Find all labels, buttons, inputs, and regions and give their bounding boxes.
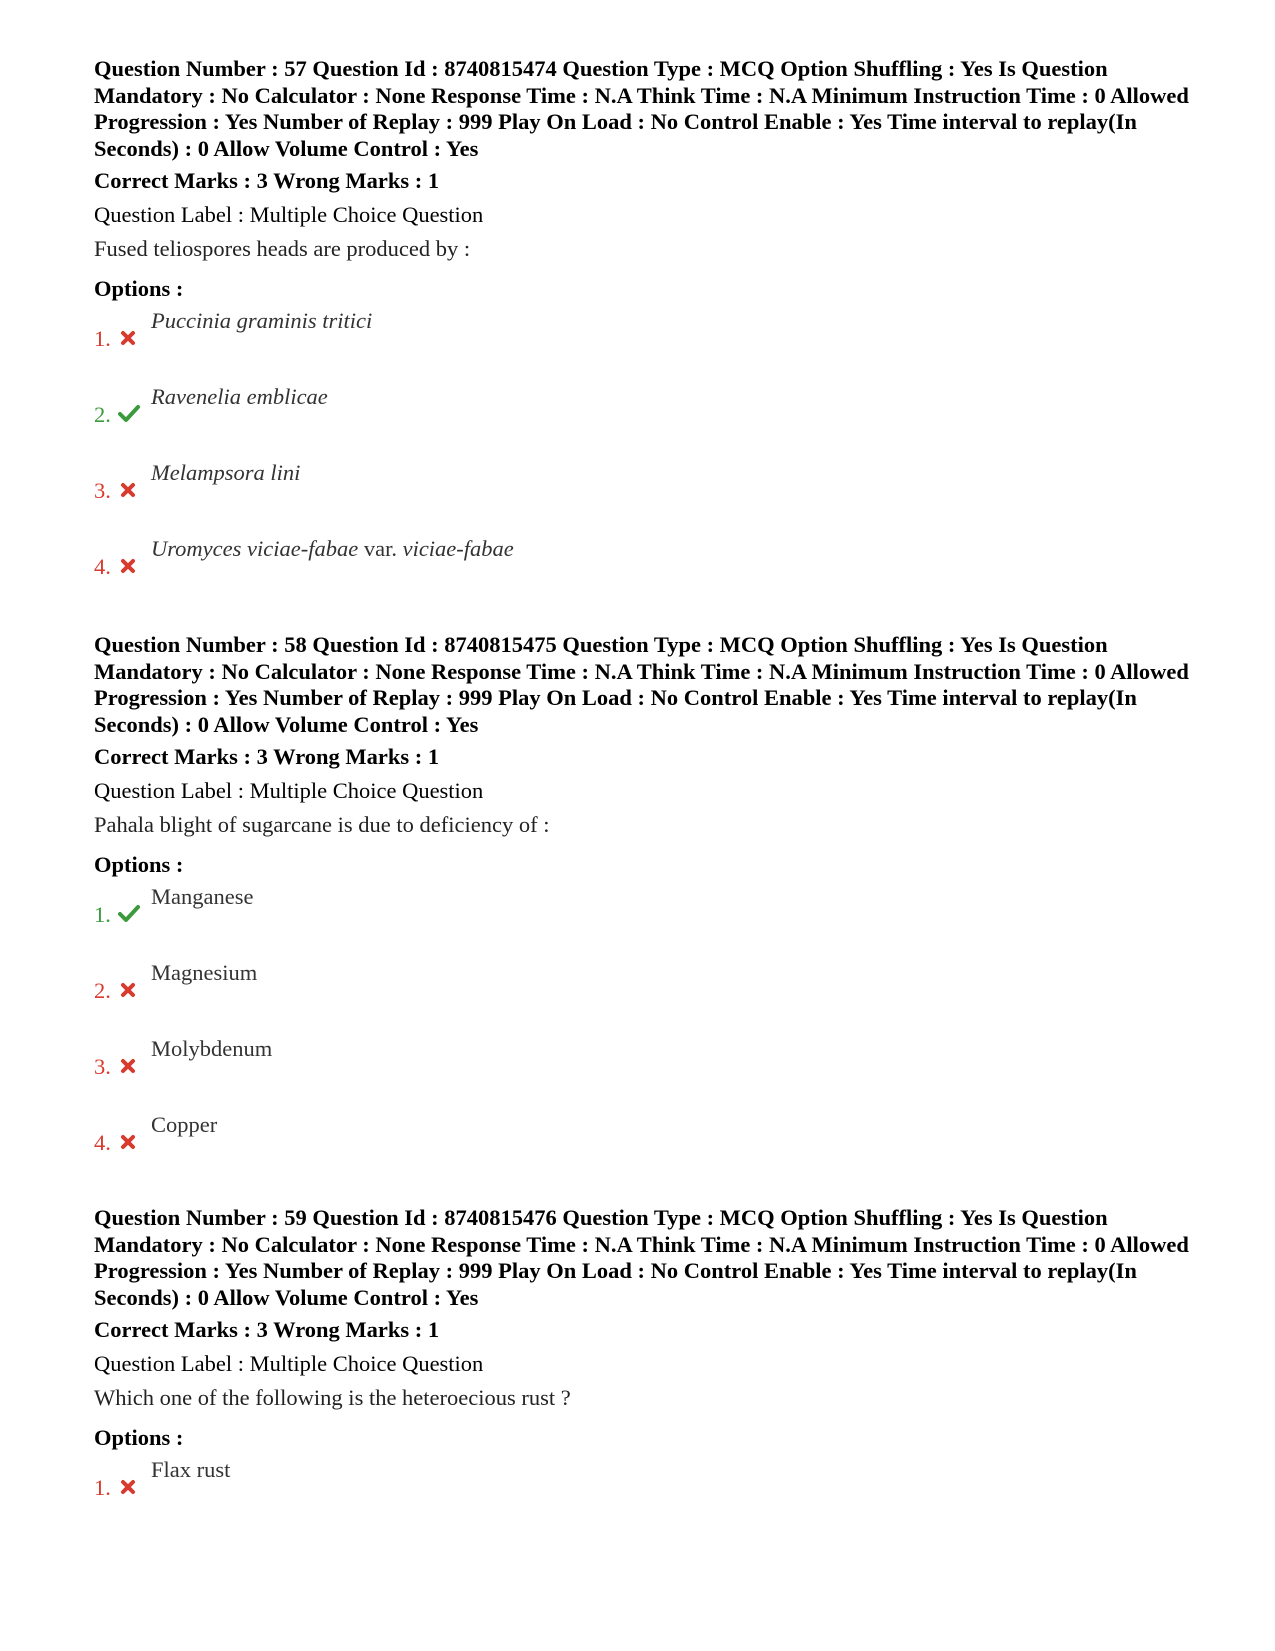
- cross-icon: [118, 552, 140, 578]
- option-number: 4.: [94, 1130, 111, 1156]
- question-block-58: [94, 632, 1194, 1182]
- question-marks: Correct Marks : 3 Wrong Marks : 1: [94, 168, 440, 194]
- option-number: 1.: [94, 1475, 111, 1501]
- question-marks: Correct Marks : 3 Wrong Marks : 1: [94, 1317, 440, 1343]
- option-item: [94, 1030, 1194, 1106]
- option-text: Puccinia graminis tritici: [151, 308, 373, 334]
- check-icon: [118, 900, 140, 926]
- option-number: 1.: [94, 326, 111, 352]
- option-text: Copper: [151, 1112, 218, 1138]
- option-text-variety: viciae-fabae: [402, 536, 514, 562]
- option-text: [151, 536, 514, 562]
- cross-icon: [118, 976, 140, 1002]
- option-item: [94, 878, 1194, 954]
- option-number: 3.: [94, 478, 111, 504]
- options-heading: Options :: [94, 1425, 184, 1451]
- option-number: 2.: [94, 978, 111, 1004]
- option-text: Melampsora lini: [151, 460, 301, 486]
- option-item: [94, 378, 1194, 454]
- option-text: Magnesium: [151, 960, 258, 986]
- question-label: Question Label : Multiple Choice Question: [94, 202, 484, 228]
- option-number: 1.: [94, 902, 111, 928]
- option-item: [94, 530, 1194, 606]
- check-icon: [118, 400, 140, 426]
- cross-icon: [118, 1128, 140, 1154]
- option-number: 2.: [94, 402, 111, 428]
- options-heading: Options :: [94, 276, 184, 302]
- option-text-var: var.: [358, 536, 403, 562]
- option-item: [94, 454, 1194, 530]
- option-number: 3.: [94, 1054, 111, 1080]
- question-text: Fused teliospores heads are produced by :: [94, 236, 471, 262]
- option-text: Ravenelia emblicae: [151, 384, 328, 410]
- question-block-59: [94, 1205, 1194, 1527]
- option-text: Molybdenum: [151, 1036, 273, 1062]
- question-label: Question Label : Multiple Choice Question: [94, 778, 484, 804]
- option-item: [94, 954, 1194, 1030]
- option-text-species: Uromyces viciae-fabae: [151, 536, 359, 562]
- question-text: Which one of the following is the heteroecious rust ?: [94, 1385, 571, 1411]
- options-heading: Options :: [94, 852, 184, 878]
- option-item: [94, 1106, 1194, 1182]
- question-meta: Question Number : 59 Question Id : 8740815476 Question Type : MCQ Option Shuffling : Yes Is Question Mandatory : No Calculator : None Response Time : N.A Think Time : N.A Minimum Instruction Time : 0 Allowed Progression : Yes Number of Replay : 999 Play On Load : No Control Enable : Yes Time interval to replay(In Seconds) : 0 Allow Volume Control : Yes: [94, 1205, 1189, 1310]
- cross-icon: [118, 324, 140, 350]
- cross-icon: [118, 1052, 140, 1078]
- cross-icon: [118, 1473, 140, 1499]
- option-item: [94, 1451, 1194, 1527]
- question-label: Question Label : Multiple Choice Question: [94, 1351, 484, 1377]
- question-text: Pahala blight of sugarcane is due to deficiency of :: [94, 812, 550, 838]
- option-number: 4.: [94, 554, 111, 580]
- question-meta: Question Number : 57 Question Id : 8740815474 Question Type : MCQ Option Shuffling : Yes Is Question Mandatory : No Calculator : None Response Time : N.A Think Time : N.A Minimum Instruction Time : 0 Allowed Progression : Yes Number of Replay : 999 Play On Load : No Control Enable : Yes Time interval to replay(In Seconds) : 0 Allow Volume Control : Yes: [94, 56, 1189, 161]
- option-item: [94, 302, 1194, 378]
- question-marks: Correct Marks : 3 Wrong Marks : 1: [94, 744, 440, 770]
- option-text: Flax rust: [151, 1457, 231, 1483]
- cross-icon: [118, 476, 140, 502]
- question-block-57: [94, 56, 1194, 606]
- question-meta: Question Number : 58 Question Id : 8740815475 Question Type : MCQ Option Shuffling : Yes Is Question Mandatory : No Calculator : None Response Time : N.A Think Time : N.A Minimum Instruction Time : 0 Allowed Progression : Yes Number of Replay : 999 Play On Load : No Control Enable : Yes Time interval to replay(In Seconds) : 0 Allow Volume Control : Yes: [94, 632, 1189, 737]
- option-text: Manganese: [151, 884, 254, 910]
